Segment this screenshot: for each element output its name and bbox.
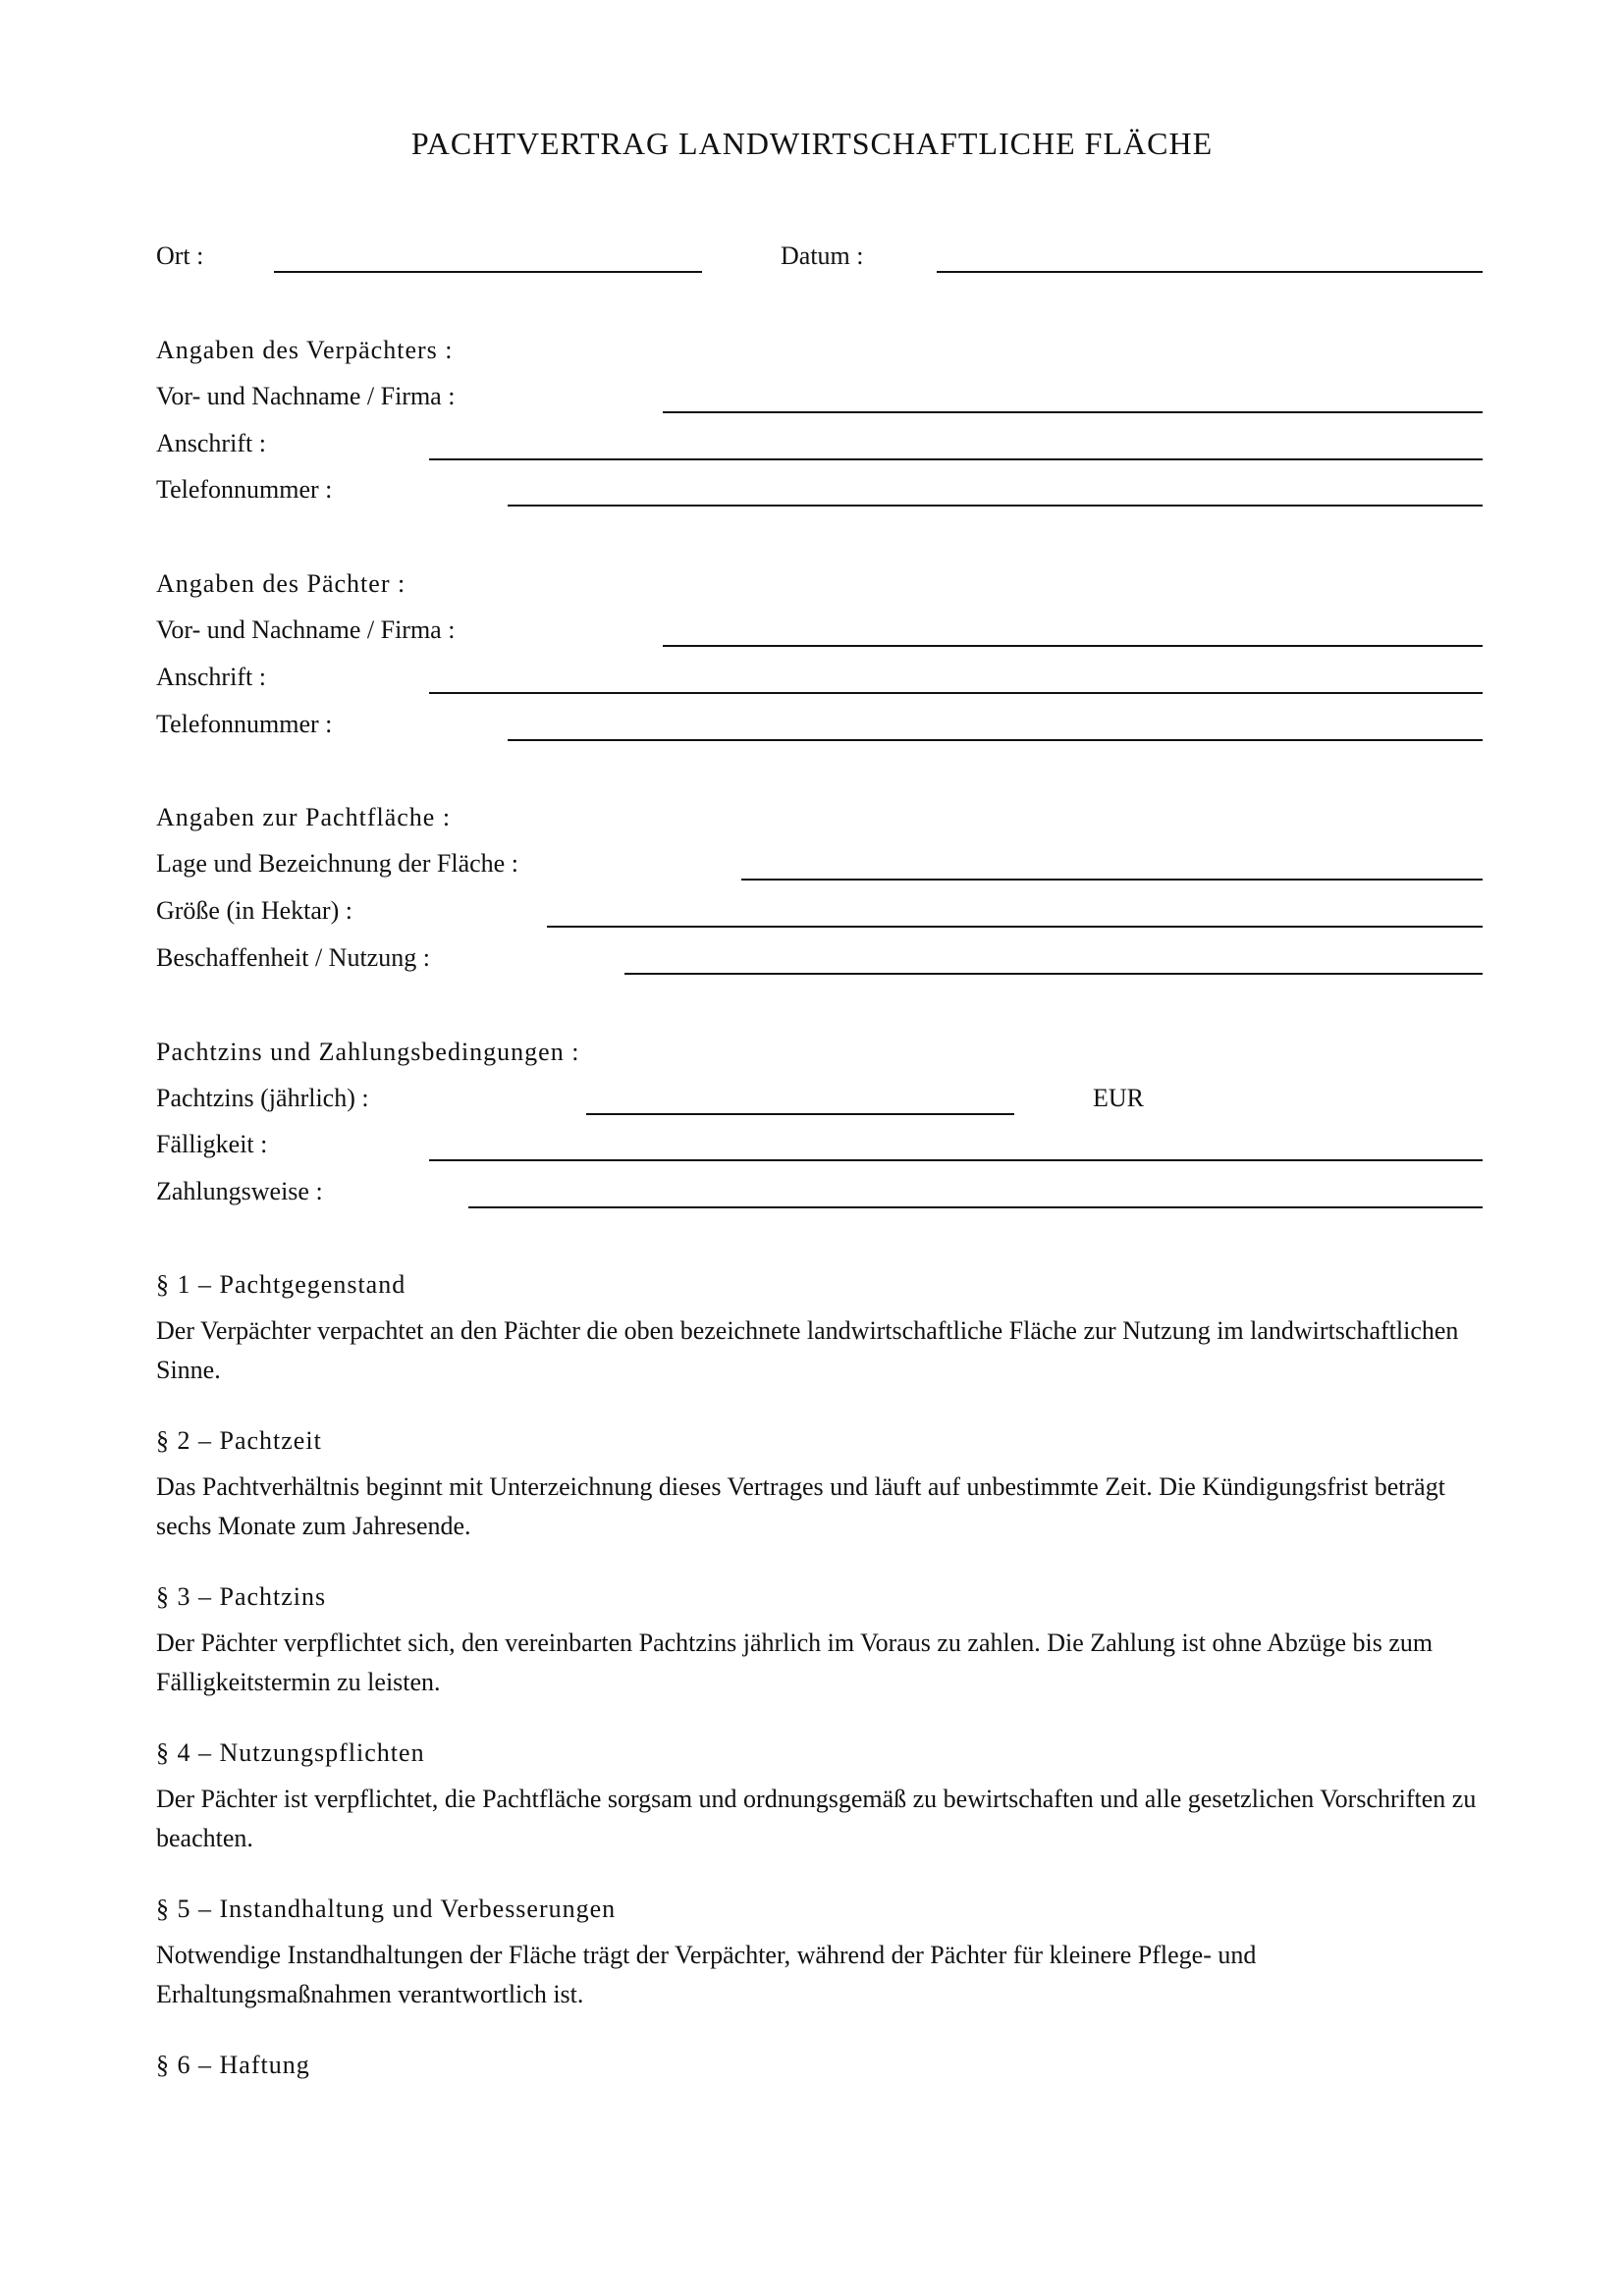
section-2-text: Das Pachtverhältnis beginnt mit Unterzeichnung dieses Vertrages und läuft auf unbestimmte Zeit. Die Kündigungsfrist beträgt sechs Monate zum Jahresende. [156, 1472, 1445, 1540]
datum-field[interactable] [937, 271, 1483, 273]
section-4-text: Der Pächter ist verpflichtet, die Pachtfläche sorgsam und ordnungsgemäß zu bewirtschaften und alle gesetzlichen Vorschriften zu beachten. [156, 1785, 1477, 1852]
ort-label: Ort : [156, 241, 204, 270]
flaeche-location-field[interactable] [741, 879, 1483, 881]
zins-due-field[interactable] [429, 1159, 1483, 1161]
section-3-text: Der Pächter verpflichtet sich, den vereinbarten Pachtzins jährlich im Voraus zu zahlen. Die Zahlung ist ohne Abzüge bis zum Fälligkeitstermin zu leisten. [156, 1629, 1434, 1696]
paechter-name-label: Vor- und Nachname / Firma : [156, 615, 456, 644]
zins-payment-label: Zahlungsweise : [156, 1177, 323, 1205]
section-1-heading: § 1 – Pachtgegenstand [156, 1270, 406, 1299]
zins-rent-field[interactable] [586, 1113, 1014, 1115]
section-5-text: Notwendige Instandhaltungen der Fläche trägt der Verpächter, während der Pächter für kleinere Pflege- und Erhaltungsmaßnahmen verantwortlich ist. [156, 1941, 1257, 2008]
paechter-address-field[interactable] [429, 692, 1483, 694]
section-2-heading: § 2 – Pachtzeit [156, 1426, 322, 1455]
paechter-name-field[interactable] [663, 645, 1483, 647]
verpaechter-heading: Angaben des Verpächters : [156, 336, 454, 364]
paechter-heading: Angaben des Pächter : [156, 569, 406, 598]
paechter-phone-label: Telefonnummer : [156, 710, 333, 738]
zins-currency: EUR [1093, 1084, 1144, 1112]
paechter-phone-field[interactable] [508, 739, 1483, 741]
paechter-address-label: Anschrift : [156, 663, 266, 691]
zins-payment-field[interactable] [468, 1206, 1483, 1208]
section-3-heading: § 3 – Pachtzins [156, 1582, 327, 1611]
flaeche-location-label: Lage und Bezeichnung der Fläche : [156, 849, 518, 878]
section-4-heading: § 4 – Nutzungspflichten [156, 1738, 425, 1767]
flaeche-size-label: Größe (in Hektar) : [156, 896, 352, 925]
flaeche-heading: Angaben zur Pachtfläche : [156, 803, 452, 831]
zins-heading: Pachtzins und Zahlungsbedingungen : [156, 1038, 580, 1066]
flaeche-usage-field[interactable] [624, 973, 1483, 975]
flaeche-size-field[interactable] [547, 926, 1483, 928]
section-6-heading: § 6 – Haftung [156, 2051, 310, 2079]
verpaechter-address-label: Anschrift : [156, 429, 266, 457]
verpaechter-name-field[interactable] [663, 411, 1483, 413]
section-5-heading: § 5 – Instandhaltung und Verbesserungen [156, 1895, 617, 1923]
verpaechter-name-label: Vor- und Nachname / Firma : [156, 382, 456, 410]
datum-label: Datum : [781, 241, 864, 270]
zins-rent-label: Pachtzins (jährlich) : [156, 1084, 369, 1112]
verpaechter-address-field[interactable] [429, 458, 1483, 460]
section-1-text: Der Verpächter verpachtet an den Pächter die oben bezeichnete landwirtschaftliche Fläche zur Nutzung im landwirtschaftlichen Sinne. [156, 1316, 1459, 1384]
flaeche-usage-label: Beschaffenheit / Nutzung : [156, 943, 430, 972]
document-title: PACHTVERTRAG LANDWIRTSCHAFTLICHE FLÄCHE [410, 126, 1214, 161]
zins-due-label: Fälligkeit : [156, 1130, 268, 1158]
verpaechter-phone-field[interactable] [508, 505, 1483, 507]
ort-field[interactable] [274, 271, 702, 273]
verpaechter-phone-label: Telefonnummer : [156, 475, 333, 504]
